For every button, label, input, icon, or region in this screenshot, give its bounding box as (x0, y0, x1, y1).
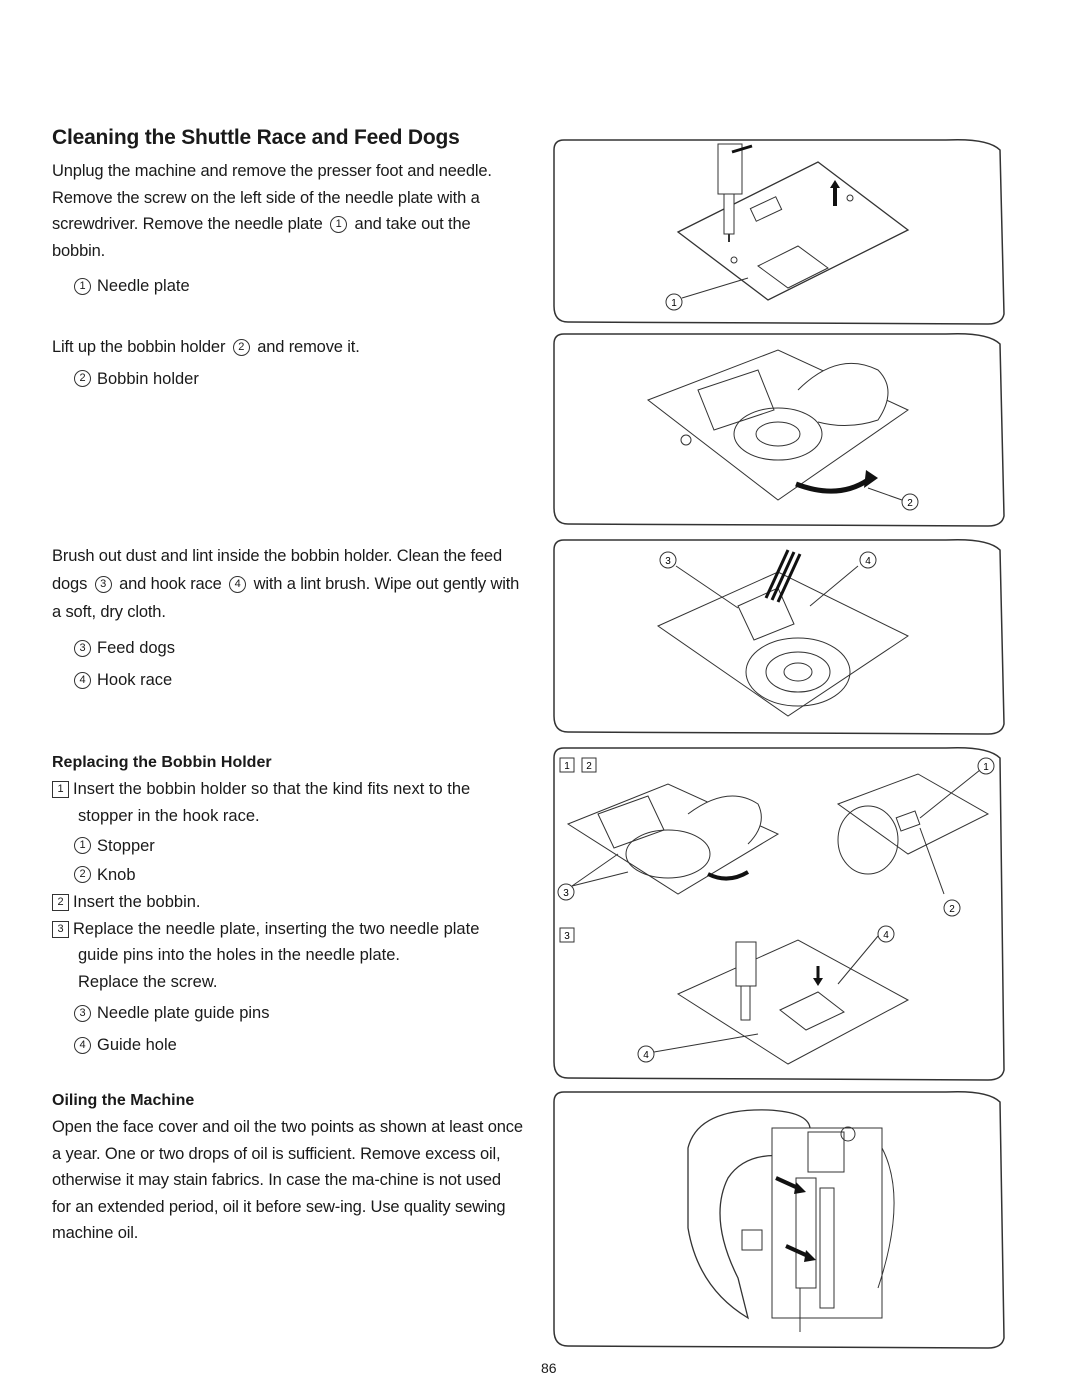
bobbin-text-a: Lift up the bobbin holder (52, 338, 226, 356)
section-oiling (52, 1092, 524, 1247)
step-number: 2 (52, 894, 69, 911)
step-1 (52, 776, 524, 803)
legend-item (74, 997, 524, 1029)
section-cleaning (52, 126, 524, 302)
section-replacing-bobbin-holder (52, 754, 524, 1061)
legend-label: Guide hole (97, 1036, 177, 1054)
step-1-continued: stopper in the hook race. (78, 806, 260, 825)
legend-label: Feed dogs (97, 639, 175, 657)
step-box-label: 2 (586, 761, 592, 772)
figure-feed-dogs-hook-race (548, 536, 1008, 738)
legend-number: 4 (74, 672, 91, 689)
step-2 (52, 889, 524, 916)
oiling-instructions: Open the face cover and oil the two points as shown at least once a year. One or two drops of oil is sufficient. Remove excess oil, otherwise it may stain fabrics. In case the ma-chine is not used for an extended period, oil it before sew-ing. Use quality sewing machine oil. (52, 1118, 523, 1242)
step-number: 3 (52, 921, 69, 938)
brush-text-b: and hook race (119, 575, 222, 593)
legend-label: Needle plate (97, 277, 190, 295)
cleaning-text-a: Unplug the machine and remove the presser foot and needle. Remove the screw on the left side of the needle plate with a screwdriver. Remove the needle plate (52, 162, 492, 233)
section-brush-lint (52, 542, 524, 696)
legend-bobbin-holder (52, 363, 524, 395)
legend-number: 3 (74, 640, 91, 657)
legend-item (74, 831, 524, 860)
page-number: 86 (541, 1360, 557, 1376)
legend-step-1 (52, 831, 524, 889)
legend-item (74, 270, 524, 302)
legend-number: 4 (74, 1037, 91, 1054)
legend-item (74, 632, 524, 664)
cleaning-instructions (52, 158, 524, 264)
legend-label: Bobbin holder (97, 369, 199, 388)
callout-label: 1 (671, 298, 677, 309)
figure-needle-plate-removal (548, 136, 1008, 328)
step-3 (52, 916, 524, 943)
section-bobbin-holder (52, 334, 524, 395)
callout-label: 2 (949, 904, 955, 915)
feed-dogs-illustration (548, 536, 1008, 738)
figure-replacing-bobbin-holder (548, 744, 1008, 1084)
oiling-illustration (548, 1088, 1008, 1352)
legend-number: 1 (74, 837, 91, 854)
subsection-title: Oiling the Machine (52, 1092, 195, 1109)
step-text: Insert the bobbin holder so that the kind fits next to the (73, 780, 471, 798)
legend-label: Needle plate guide pins (97, 1004, 270, 1022)
legend-needle-plate (52, 270, 524, 302)
legend-number: 2 (74, 370, 91, 387)
bobbin-holder-illustration (548, 330, 1008, 530)
legend-number: 1 (74, 278, 91, 295)
brush-instructions (52, 542, 524, 626)
legend-label: Hook race (97, 671, 173, 689)
callout-label: 4 (883, 930, 889, 941)
cleaning-text-b: and take out the bobbin. (52, 215, 471, 260)
legend-label: Knob (97, 865, 136, 884)
callout-label: 1 (983, 762, 989, 773)
legend-feed-dogs (52, 632, 524, 696)
step-box-label: 3 (564, 931, 570, 942)
legend-label: Stopper (97, 836, 155, 855)
legend-item (74, 1029, 524, 1061)
ref-number: 4 (229, 576, 246, 593)
step-3-continued: guide pins into the holes in the needle plate. (78, 946, 400, 964)
step-text: Replace the needle plate, inserting the two needle plate (73, 919, 480, 938)
bobbin-holder-instructions (52, 334, 524, 361)
ref-number: 1 (330, 216, 347, 233)
legend-item (74, 860, 524, 889)
step-3-continued: Replace the screw. (78, 972, 218, 991)
step-number: 1 (52, 781, 69, 798)
subsection-title: Replacing the Bobbin Holder (52, 754, 272, 771)
needle-plate-illustration (548, 136, 1008, 328)
callout-label: 2 (907, 498, 913, 509)
figure-oiling-machine (548, 1088, 1008, 1352)
callout-label: 4 (643, 1050, 649, 1061)
legend-item (74, 363, 524, 395)
page-title: Cleaning the Shuttle Race and Feed Dogs (52, 126, 460, 149)
callout-label: 4 (865, 556, 871, 567)
step-text: Insert the bobbin. (73, 893, 201, 911)
callout-label: 3 (665, 556, 671, 567)
brush-text-c: with a lint brush. Wipe out gently with a soft, dry cloth. (52, 575, 520, 621)
legend-number: 3 (74, 1005, 91, 1022)
brush-text-a: Brush out dust and lint inside the bobbin holder. Clean the feed dogs (52, 547, 502, 593)
legend-item (74, 664, 524, 696)
ref-number: 3 (95, 576, 112, 593)
ref-number: 2 (233, 339, 250, 356)
legend-step-3 (52, 997, 524, 1061)
callout-label: 3 (563, 888, 569, 899)
bobbin-text-b: and remove it. (257, 338, 360, 356)
legend-number: 2 (74, 866, 91, 883)
step-box-label: 1 (564, 761, 570, 772)
replace-holder-illustration (548, 744, 1008, 1084)
figure-bobbin-holder-removal (548, 330, 1008, 530)
